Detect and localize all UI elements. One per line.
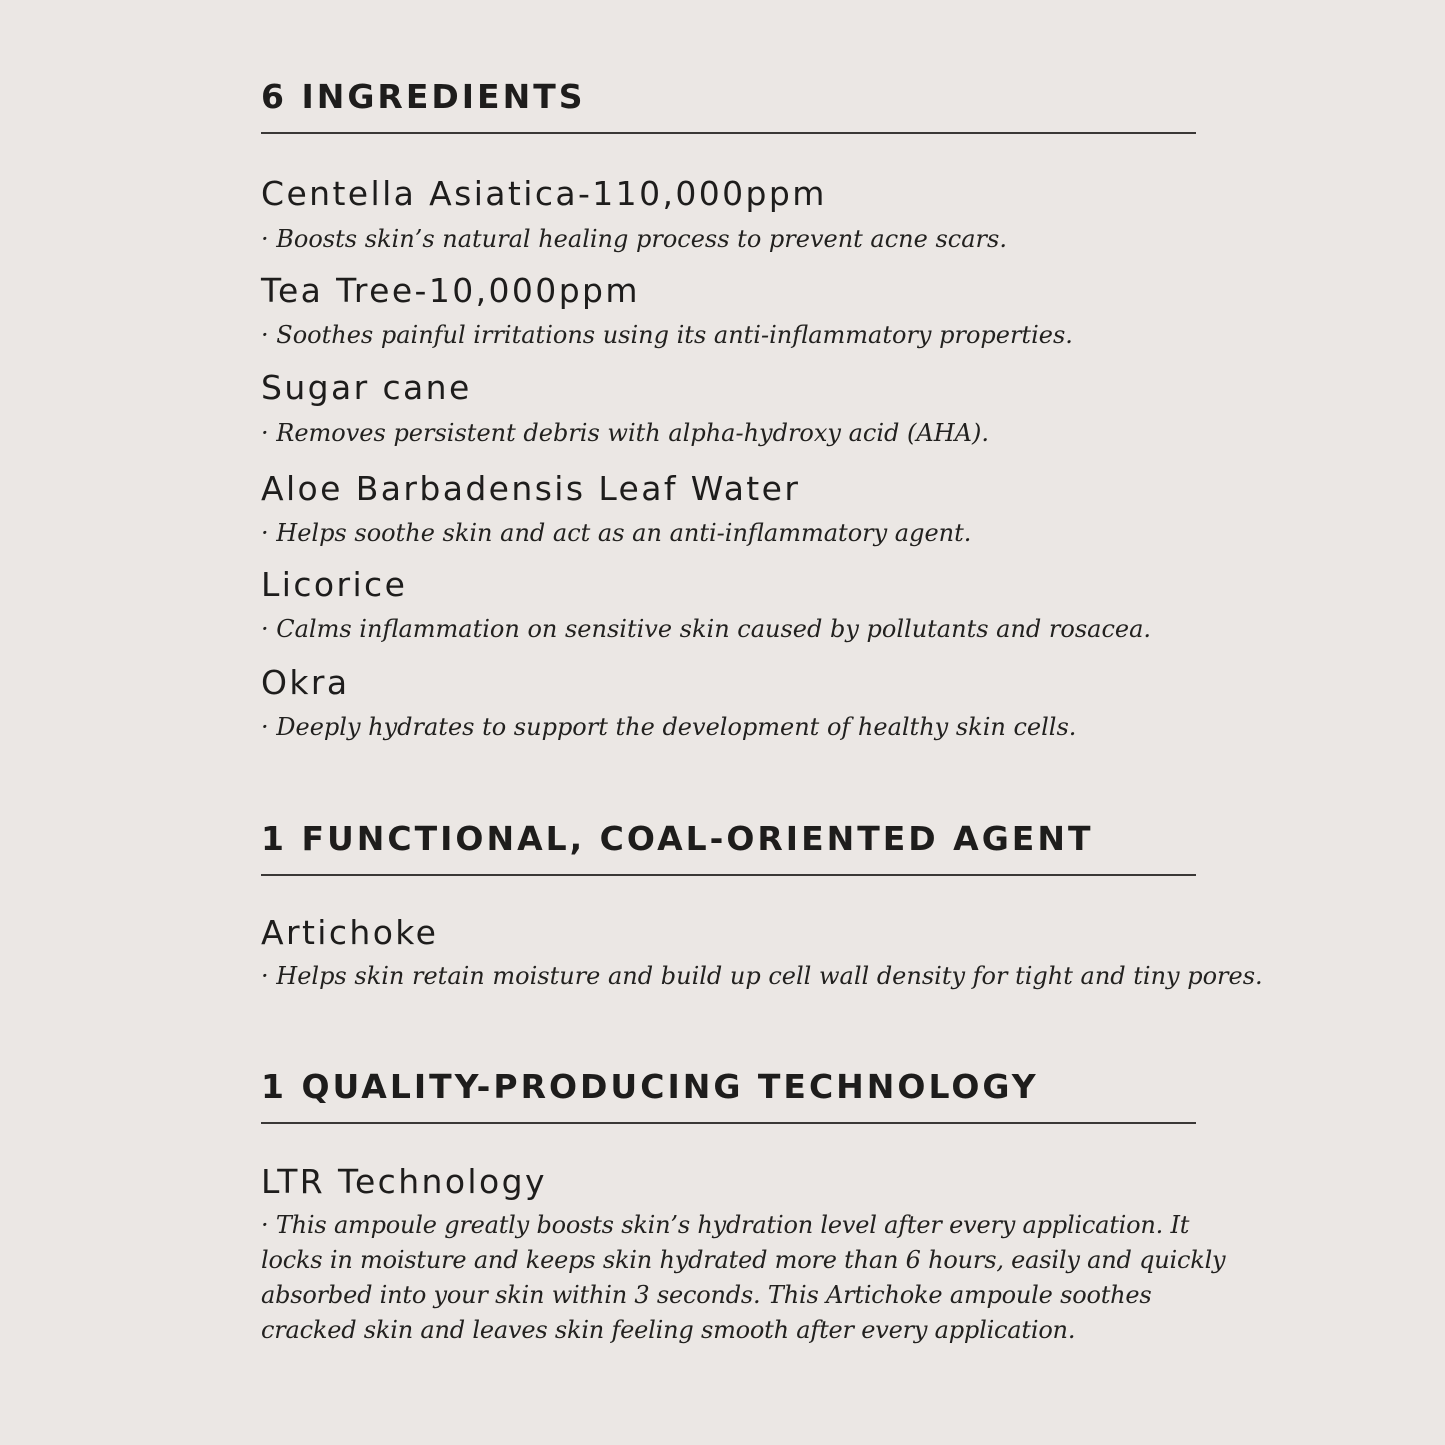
ingredient-name: Licorice	[261, 565, 408, 604]
ingredient-description: · Calms inflammation on sensitive skin caused by pollutants and rosacea.	[261, 615, 1152, 643]
ingredient-name: Aloe Barbadensis Leaf Water	[261, 469, 801, 508]
section-title: 1 FUNCTIONAL, COAL-ORIENTED AGENT	[261, 819, 1094, 858]
section-divider	[261, 132, 1196, 134]
technology-name: LTR Technology	[261, 1162, 547, 1201]
ingredient-name: Okra	[261, 663, 350, 702]
section-title: 1 QUALITY-PRODUCING TECHNOLOGY	[261, 1067, 1039, 1106]
technology-section	[261, 1067, 1226, 1367]
ingredient-description: · Removes persistent debris with alpha-hydroxy acid (AHA).	[261, 419, 989, 447]
ingredient-name: Sugar cane	[261, 368, 472, 407]
ingredient-description: · Boosts skin’s natural healing process to prevent acne scars.	[261, 225, 1007, 253]
ingredient-description: · Deeply hydrates to support the development of healthy skin cells.	[261, 713, 1077, 741]
ingredient-name: Tea Tree-10,000ppm	[261, 271, 640, 310]
section-divider	[261, 874, 1196, 876]
section-title: 6 INGREDIENTS	[261, 77, 586, 116]
ingredient-description: · Soothes painful irritations using its anti-inflammatory properties.	[261, 321, 1073, 349]
functional-agent-section	[261, 819, 1263, 1009]
ingredient-description: · Helps soothe skin and act as an anti-inflammatory agent.	[261, 519, 972, 547]
agent-name: Artichoke	[261, 913, 439, 952]
section-divider	[261, 1122, 1196, 1124]
ingredient-name: Centella Asiatica-110,000ppm	[261, 174, 827, 213]
agent-description: · Helps skin retain moisture and build up cell wall density for tight and tiny pores.	[261, 962, 1263, 990]
technology-description: · This ampoule greatly boosts skin’s hydration level after every application. It locks in moisture and keeps skin hydrated more than 6 hours, easily and quickly absorbed into your skin within 3 seconds. This Artichoke ampoule soothes cracked skin and leaves skin feeling smooth after every application.	[261, 1211, 1226, 1344]
ingredients-section	[261, 77, 1196, 757]
